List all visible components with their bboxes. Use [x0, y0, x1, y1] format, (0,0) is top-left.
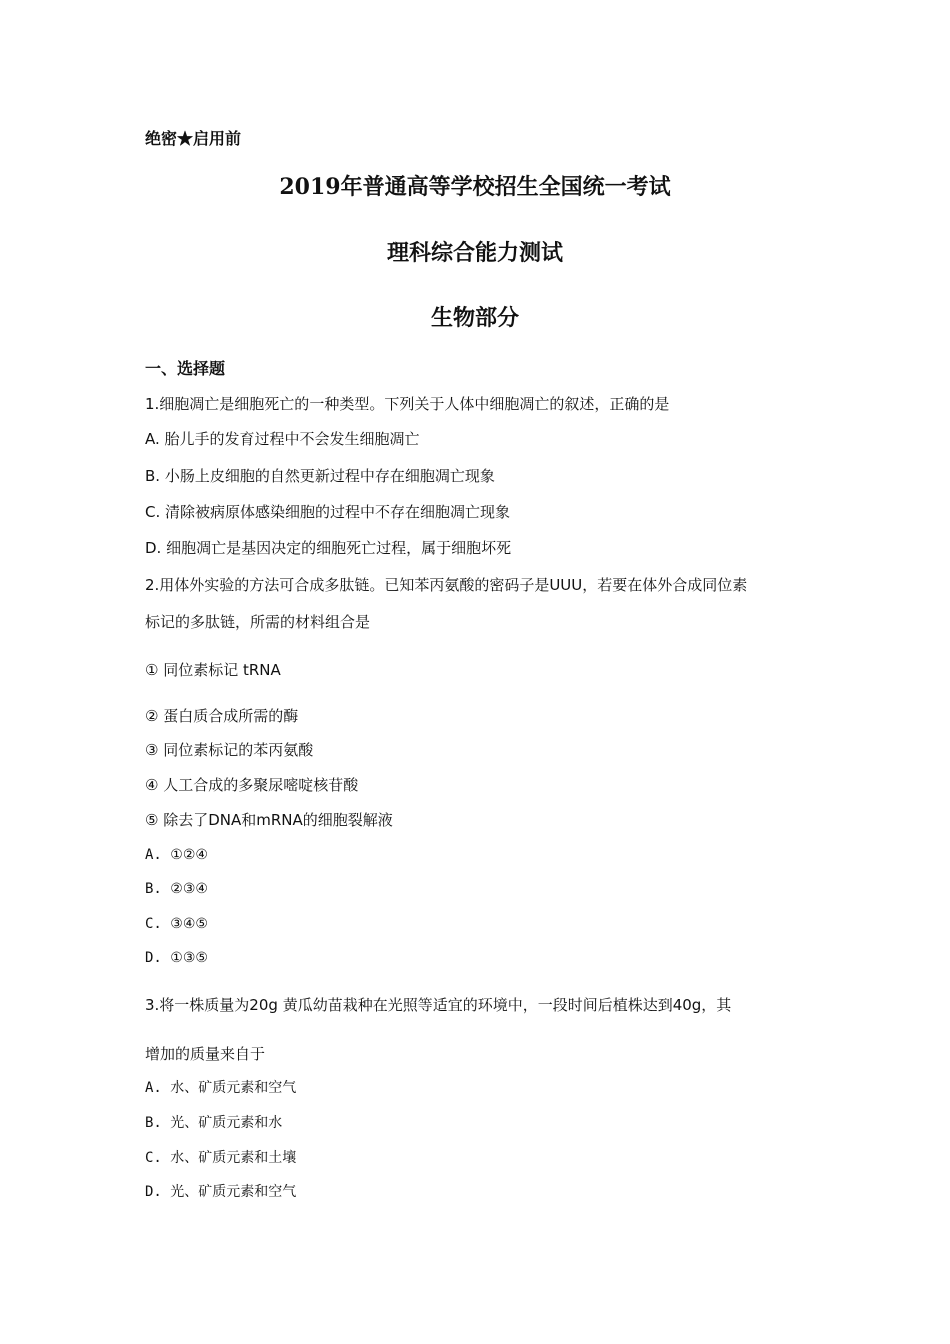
question-2-item-4: ④ 人工合成的多聚尿嘧啶核苷酸	[145, 776, 359, 794]
question-2-option-a: A. ①②④	[145, 847, 208, 863]
subject-title: 理科综合能力测试	[386, 240, 563, 266]
question-2-option-d: D. ①③⑤	[145, 950, 208, 966]
question-2-option-b: B. ②③④	[145, 881, 208, 897]
confidential-label: 绝密★启用前	[145, 129, 242, 148]
question-3-stem-line-1: 3.将一株质量为20g 黄瓜幼苗栽种在光照等适宜的环境中，一段时间后植株达到40g，其	[145, 996, 732, 1014]
question-3-stem-line-2: 增加的质量来自于	[145, 1045, 266, 1063]
question-1-option-a: A. 胎儿手的发育过程中不会发生细胞凋亡	[145, 430, 420, 448]
question-1-option-c: C. 清除被病原体感染细胞的过程中不存在细胞凋亡现象	[145, 503, 511, 521]
question-1-option-d: D. 细胞凋亡是基因决定的细胞死亡过程，属于细胞坏死	[145, 539, 512, 557]
question-1-option-b: B. 小肠上皮细胞的自然更新过程中存在细胞凋亡现象	[145, 467, 495, 485]
section-title: 一、选择题	[145, 359, 226, 378]
question-2-stem-line-2: 标记的多肽链，所需的材料组合是	[145, 613, 371, 631]
question-1-stem: 1.细胞凋亡是细胞死亡的一种类型。下列关于人体中细胞凋亡的叙述，正确的是	[145, 395, 670, 413]
question-2-stem-line-1: 2.用体外实验的方法可合成多肽链。已知苯丙氨酸的密码子是UUU，若要在体外合成同位素	[145, 576, 748, 594]
question-3-option-b: B. 光、矿质元素和水	[145, 1115, 283, 1131]
question-2-item-1: ① 同位素标记 tRNA	[145, 661, 281, 679]
question-3-option-a: A. 水、矿质元素和空气	[145, 1080, 297, 1096]
question-2-option-c: C. ③④⑤	[145, 916, 208, 932]
question-3-option-d: D. 光、矿质元素和空气	[145, 1184, 297, 1200]
question-2-item-2: ② 蛋白质合成所需的酶	[145, 707, 299, 725]
exam-title: 2019年普通高等学校招生全国统一考试	[279, 174, 671, 200]
part-title: 生物部分	[430, 305, 519, 331]
question-2-item-5: ⑤ 除去了DNA和mRNA的细胞裂解液	[145, 811, 393, 829]
question-3-option-c: C. 水、矿质元素和土壤	[145, 1150, 297, 1166]
question-2-item-3: ③ 同位素标记的苯丙氨酸	[145, 741, 314, 759]
